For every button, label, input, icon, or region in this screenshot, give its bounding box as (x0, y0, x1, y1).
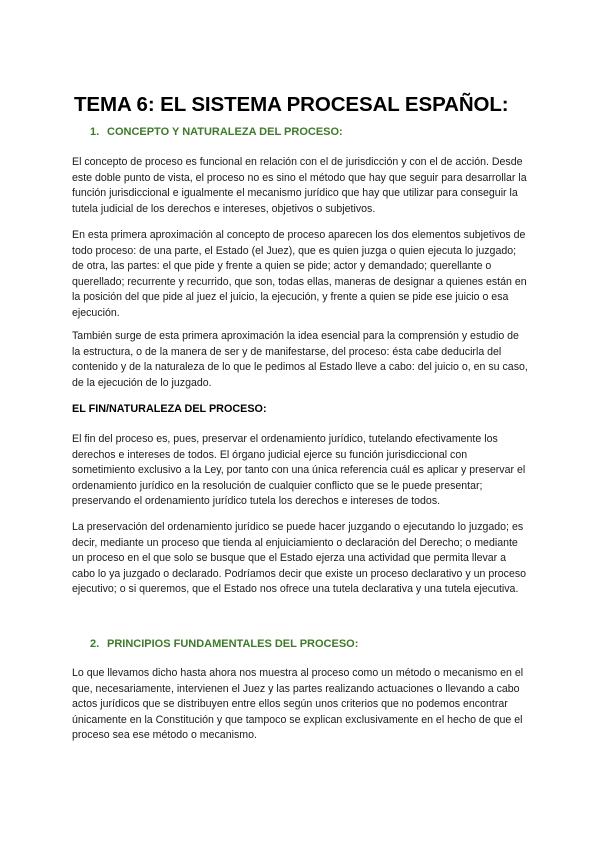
paragraph: El concepto de proceso es funcional en relación con el de jurisdicción y con el de acción. Desde este doble punto de vista, el proceso no es sino el método que hay que seguir para desarrollar la función jurisdiccional e igualmente el mecanismo jurídico que hay que utilizar para conseguir la tutela judicial de los derechos e intereses, objetivos o subjetivos. (72, 156, 527, 215)
paragraph: En esta primera aproximación al concepto de proceso aparecen los dos elementos subjetivos de todo proceso: de una parte, el Estado (el Juez), que es quien juzga o quien ejecuta lo juzgado; de otra, las partes: el que pide y frente a quien se pide; actor y demandado; querellante o querellado; recurrente y recurrido, que son, todas ellas, maneras de designar a quienes están en la posición del que pide al juez el juicio, la ejecución, y frente a quien se pide ese juicio o esa ejecución. (72, 229, 527, 319)
section-heading-text: CONCEPTO Y NATURALEZA DEL PROCESO: (107, 126, 343, 138)
paragraph: También surge de esta primera aproximación la idea esencial para la comprensión y estudio de la estructura, o de la manera de ser y de manifestarse, del proceso: ésta cabe deducirla del contenido y de la naturaleza de lo que le pedimos al Estado lleve a cabo: del juicio o, en su caso, de la ejecución de lo juzgado. (72, 330, 528, 389)
subheading-fin-naturaleza: EL FIN/NATURALEZA DEL PROCESO: (72, 403, 267, 415)
section-heading-text: PRINCIPIOS FUNDAMENTALES DEL PROCESO: (107, 638, 359, 650)
paragraph: La preservación del ordenamiento jurídico se puede hacer juzgando o ejecutando lo juzgado; es decir, mediante un proceso que tienda al enjuiciamiento o declaración del Derecho; o mediante un proceso en el que solo se busque que el Estado ejerza una actividad que permita llevar a cabo lo ya juzgado o declarado. Podríamos decir que existe un proceso declarativo y un proceso ejecutivo; o si queremos, que el Estado nos ofrece una tutela declarativa y una tutela ejecutiva. (72, 521, 527, 596)
paragraph: Lo que llevamos dicho hasta ahora nos muestra al proceso como un método o mecanismo en el que, necesariamente, intervienen el Juez y las partes realizando actuaciones o llevando a cabo actos jurídicos que se distribuyen entre ellos según unos criterios que no podemos encontrar únicamente en la Constitución y que tampoco se explican exclusivamente en el hecho de que el proceso sea ese método o mecanismo. (72, 667, 524, 742)
section-number: 1. (90, 126, 100, 138)
section-heading-concepto (90, 126, 343, 138)
page-title: TEMA 6: EL SISTEMA PROCESAL ESPAÑOL: (74, 93, 509, 116)
paragraph: El fin del proceso es, pues, preservar el ordenamiento jurídico, tutelando efectivamente los derechos e intereses de todos. El órgano judicial ejerce su función jurisdiccional con sometimiento exclusivo a la Ley, por tanto con una única referencia cuál es aplicar y preservar el ordenamiento jurídico en la resolución de cualquier conflicto que se le puede presentar; preservando el ordenamiento jurídico tutela los derechos e intereses de todos. (72, 433, 526, 508)
section-heading-principios (90, 638, 358, 650)
section-number: 2. (90, 638, 100, 650)
